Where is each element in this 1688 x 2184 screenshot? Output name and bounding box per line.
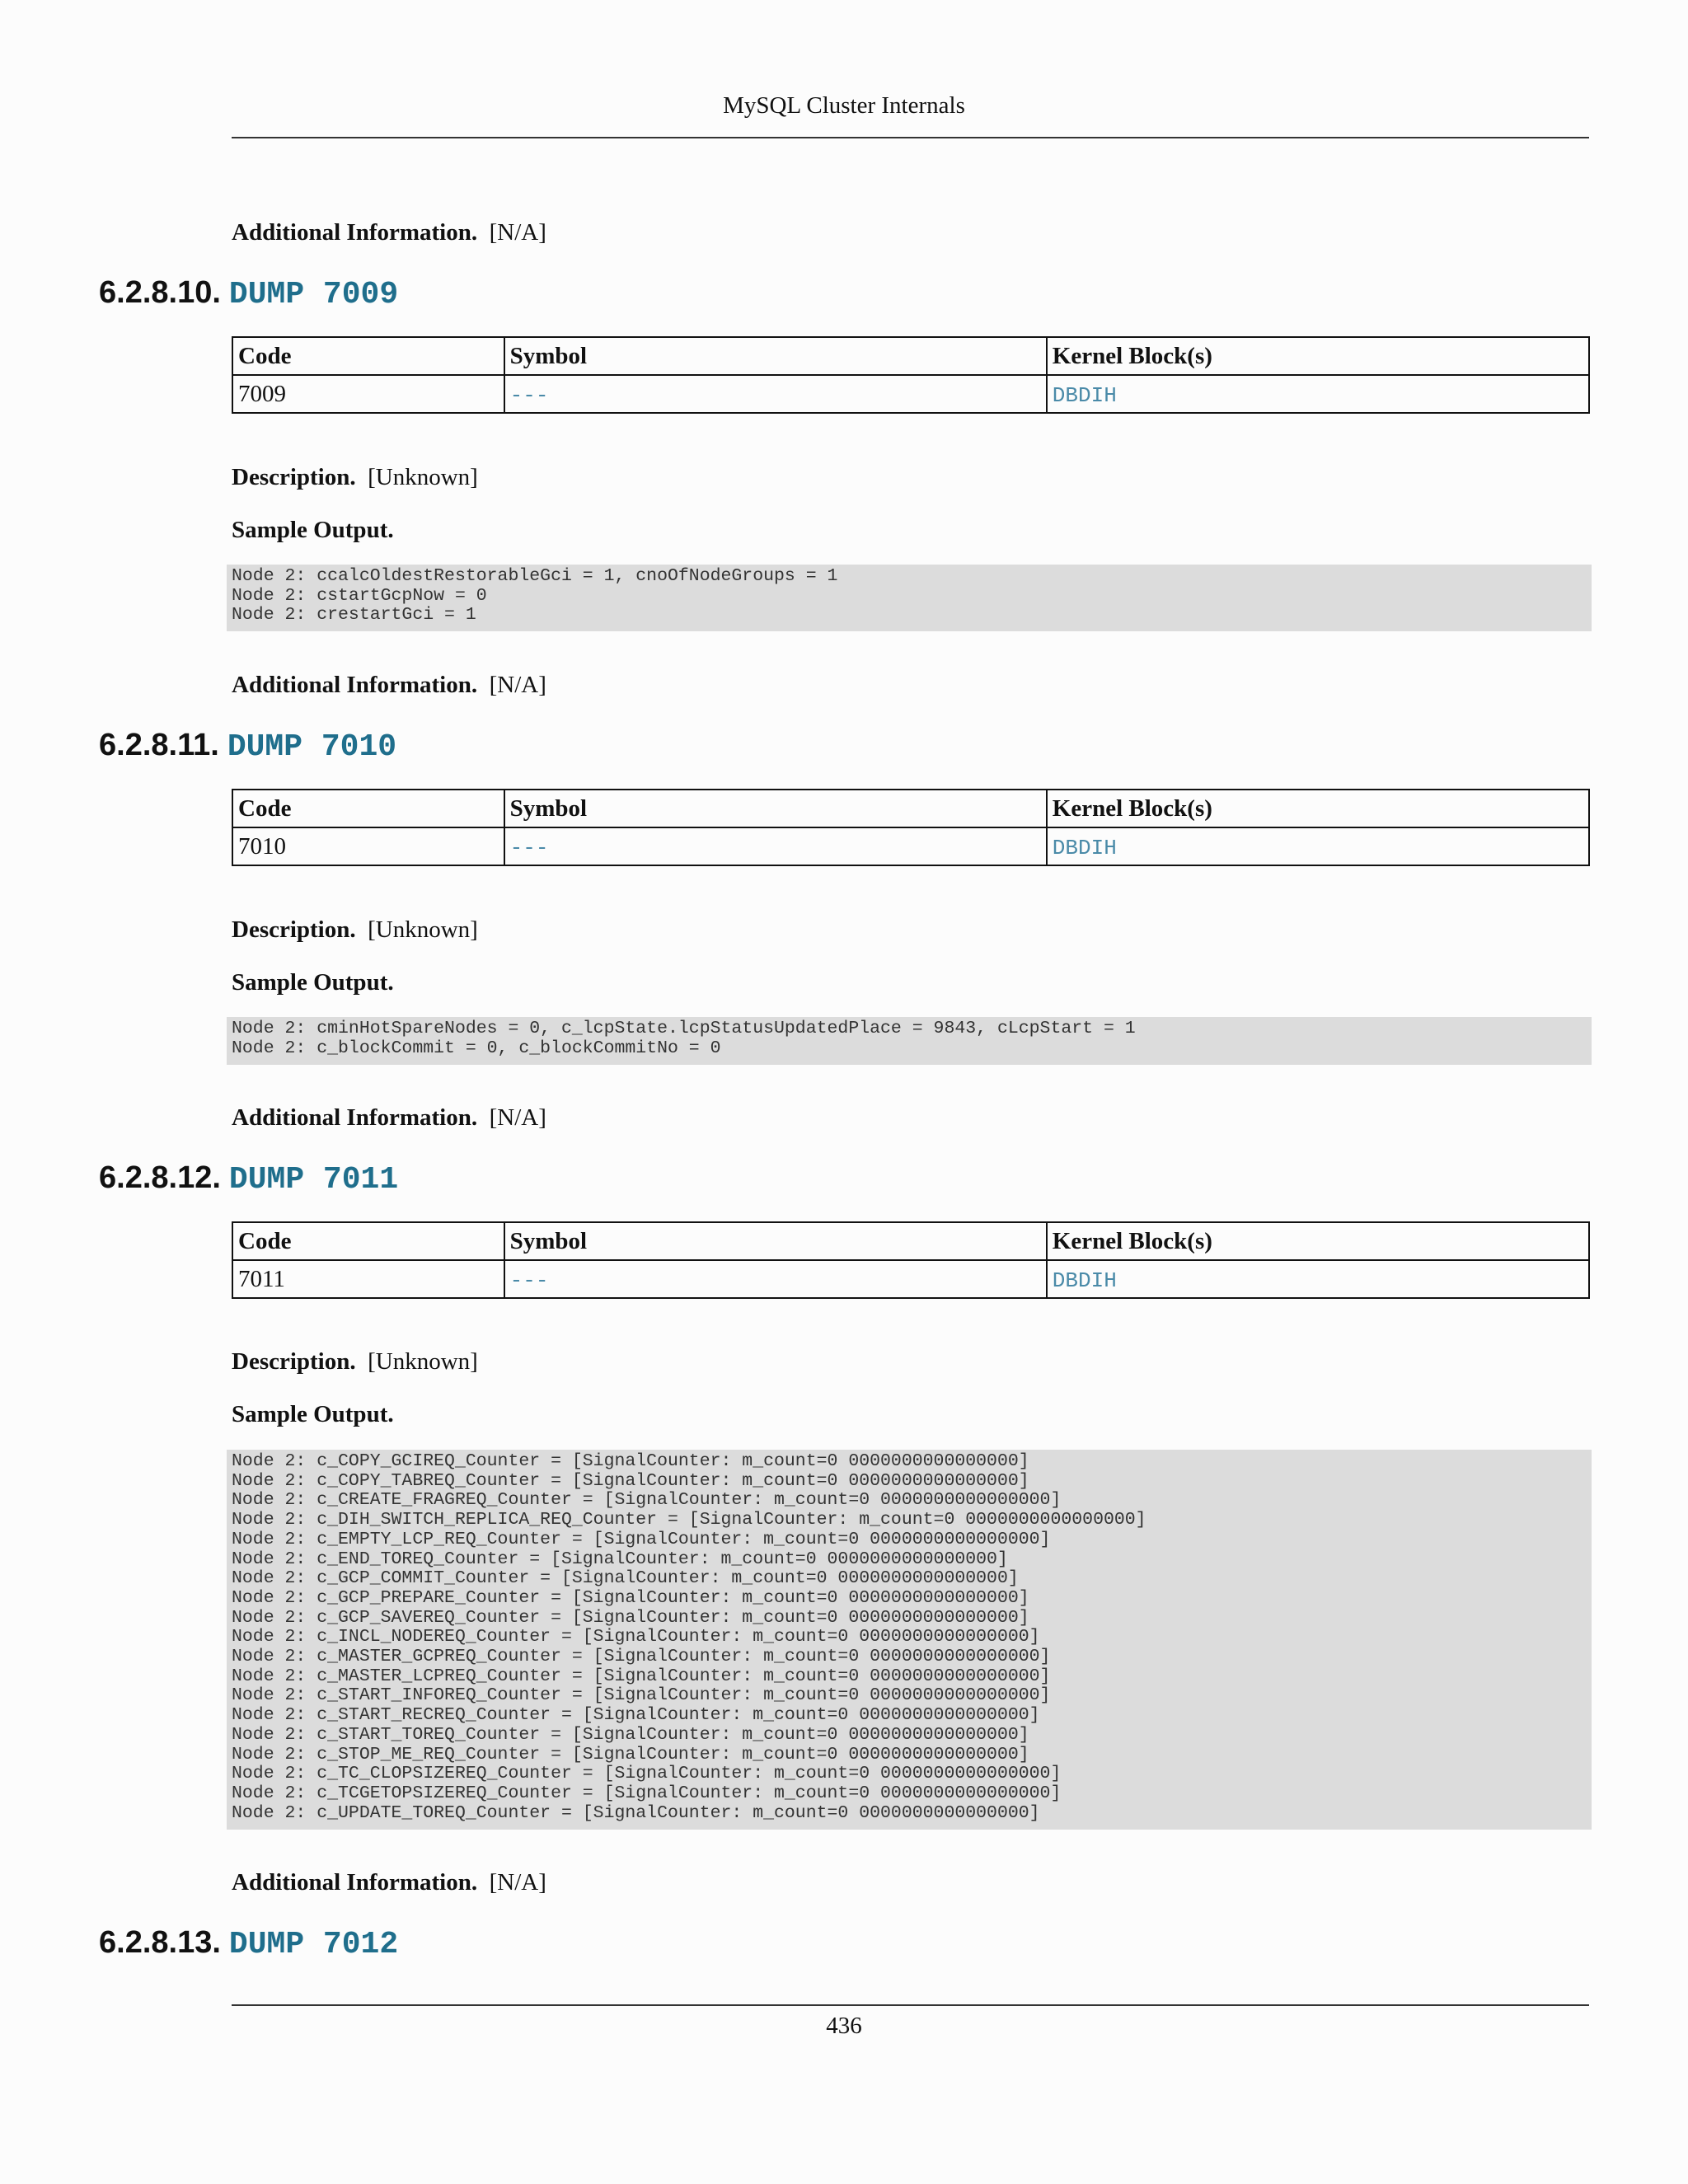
code-cell: 7009 (232, 375, 504, 413)
section-heading (99, 1162, 398, 1196)
page-number: 436 (826, 2013, 862, 2039)
kernel-block-column-header: Kernel Block(s) (1047, 1222, 1589, 1260)
section-number: 6.2.8.11. (99, 728, 219, 762)
additional-info-paragraph (232, 219, 546, 246)
dump-info-table (232, 1221, 1590, 1299)
footer-rule (232, 2004, 1589, 2006)
header-rule (232, 137, 1589, 138)
description-value: [Unknown] (368, 1348, 478, 1375)
code-column-header: Code (232, 790, 504, 827)
kernel-block-cell (1047, 1260, 1589, 1298)
symbol-column-header: Symbol (504, 790, 1047, 827)
sample-output-block: Node 2: ccalcOldestRestorableGci = 1, cnoOfNodeGroups = 1 Node 2: cstartGcpNow = 0 Node 2: crestartGci = 1 (227, 565, 1592, 631)
additional-info-paragraph (232, 1869, 546, 1896)
section-command-link[interactable]: DUMP 7010 (227, 729, 397, 765)
kernel-block-cell (1047, 375, 1589, 413)
symbol-link[interactable]: --- (509, 1268, 549, 1293)
additional-info-value: [N/A] (489, 219, 546, 246)
additional-info-value: [N/A] (489, 1869, 546, 1896)
page-header-title: MySQL Cluster Internals (723, 92, 965, 119)
symbol-column-header: Symbol (504, 1222, 1047, 1260)
section-number: 6.2.8.13. (99, 1925, 221, 1960)
description-value: [Unknown] (368, 464, 478, 490)
kernel-block-link[interactable]: DBDIH (1052, 1268, 1117, 1293)
section-number: 6.2.8.10. (99, 275, 221, 310)
table-row (232, 375, 1589, 413)
additional-info-label: Additional Information. (232, 219, 478, 246)
dump-info-table (232, 789, 1590, 866)
table-header-row (232, 337, 1589, 375)
section-number: 6.2.8.12. (99, 1160, 221, 1195)
additional-info-paragraph (232, 672, 546, 699)
symbol-link[interactable]: --- (509, 835, 549, 860)
code-cell: 7011 (232, 1260, 504, 1298)
symbol-link[interactable]: --- (509, 382, 549, 408)
section-command-link[interactable]: DUMP 7012 (228, 1927, 399, 1962)
section-heading (99, 1927, 398, 1961)
section-heading (99, 729, 396, 763)
table-header-row (232, 1222, 1589, 1260)
code-column-header: Code (232, 337, 504, 375)
kernel-block-column-header: Kernel Block(s) (1047, 337, 1589, 375)
description-paragraph (232, 916, 478, 944)
sample-output-block: Node 2: cminHotSpareNodes = 0, c_lcpState.lcpStatusUpdatedPlace = 9843, cLcpStart = 1 Node 2: c_blockCommit = 0, c_blockCommitNo = 0 (227, 1017, 1592, 1065)
sample-output-label (232, 517, 394, 544)
additional-info-value: [N/A] (489, 672, 546, 698)
additional-info-value: [N/A] (489, 1104, 546, 1131)
section-command-link[interactable]: DUMP 7011 (228, 1162, 399, 1197)
additional-info-paragraph (232, 1104, 546, 1132)
additional-info-label: Additional Information. (232, 1104, 478, 1131)
kernel-block-cell (1047, 827, 1589, 865)
kernel-block-link[interactable]: DBDIH (1052, 835, 1117, 860)
dump-info-table (232, 336, 1590, 414)
table-row (232, 827, 1589, 865)
table-header-row (232, 790, 1589, 827)
description-paragraph (232, 464, 478, 491)
symbol-column-header: Symbol (504, 337, 1047, 375)
description-label: Description. (232, 464, 356, 490)
sample-output-label (232, 1401, 394, 1428)
section-command-link[interactable]: DUMP 7009 (228, 277, 399, 312)
table-row (232, 1260, 1589, 1298)
description-label: Description. (232, 916, 356, 943)
sample-output-label-text: Sample Output. (232, 969, 394, 996)
description-value: [Unknown] (368, 916, 478, 943)
additional-info-label: Additional Information. (232, 672, 478, 698)
sample-output-block: Node 2: c_COPY_GCIREQ_Counter = [SignalCounter: m_count=0 0000000000000000] Node 2: c_COPY_TABREQ_Counter = [SignalCounter: m_count=0 0000000000000000] Node 2: c_CREATE_FRAGREQ_Counter = [SignalCounter: m_count=0 0000000000000000] Node 2: c_DIH_SWITCH_REPLICA_REQ_Counter = [SignalCounter: m_count=0 0000000000000000] Node 2: c_EMPTY_LCP_REQ_Counter = [SignalCounter: m_count=0 0000000000000000] Node 2: c_END_TOREQ_Counter = [SignalCounter: m_count=0 0000000000000000] Node 2: c_GCP_COMMIT_Counter = [SignalCounter: m_count=0 0000000000000000] Node 2: c_GCP_PREPARE_Counter = [SignalCounter: m_count=0 0000000000000000] Node 2: c_GCP_SAVEREQ_Counter = [SignalCounter: m_count=0 0000000000000000] Node 2: c_INCL_NODEREQ_Counter = [SignalCounter: m_count=0 0000000000000000] Node 2: c_MASTER_GCPREQ_Counter = [SignalCounter: m_count=0 0000000000000000] Node 2: c_MASTER_LCPREQ_Counter = [SignalCounter: m_count=0 0000000000000000] Node 2: c_START_INFOREQ_Counter = [SignalCounter: m_count=0 0000000000000000] Node 2: c_START_RECREQ_Counter = [SignalCounter: m_count=0 0000000000000000] Node 2: c_START_TOREQ_Counter = [SignalCounter: m_count=0 0000000000000000] Node 2: c_STOP_ME_REQ_Counter = [SignalCounter: m_count=0 0000000000000000] Node 2: c_TC_CLOPSIZEREQ_Counter = [SignalCounter: m_count=0 0000000000000000] Node 2: c_TCGETOPSIZEREQ_Counter = [SignalCounter: m_count=0 0000000000000000] Node 2: c_UPDATE_TOREQ_Counter = [SignalCounter: m_count=0 0000000000000000] (227, 1450, 1592, 1830)
code-column-header: Code (232, 1222, 504, 1260)
sample-output-label-text: Sample Output. (232, 517, 394, 543)
sample-output-label-text: Sample Output. (232, 1401, 394, 1427)
code-cell: 7010 (232, 827, 504, 865)
sample-output-label (232, 969, 394, 996)
kernel-block-link[interactable]: DBDIH (1052, 382, 1117, 408)
symbol-cell (504, 1260, 1047, 1298)
symbol-cell (504, 827, 1047, 865)
description-label: Description. (232, 1348, 356, 1375)
additional-info-label: Additional Information. (232, 1869, 478, 1896)
description-paragraph (232, 1348, 478, 1376)
symbol-cell (504, 375, 1047, 413)
section-heading (99, 277, 398, 311)
kernel-block-column-header: Kernel Block(s) (1047, 790, 1589, 827)
